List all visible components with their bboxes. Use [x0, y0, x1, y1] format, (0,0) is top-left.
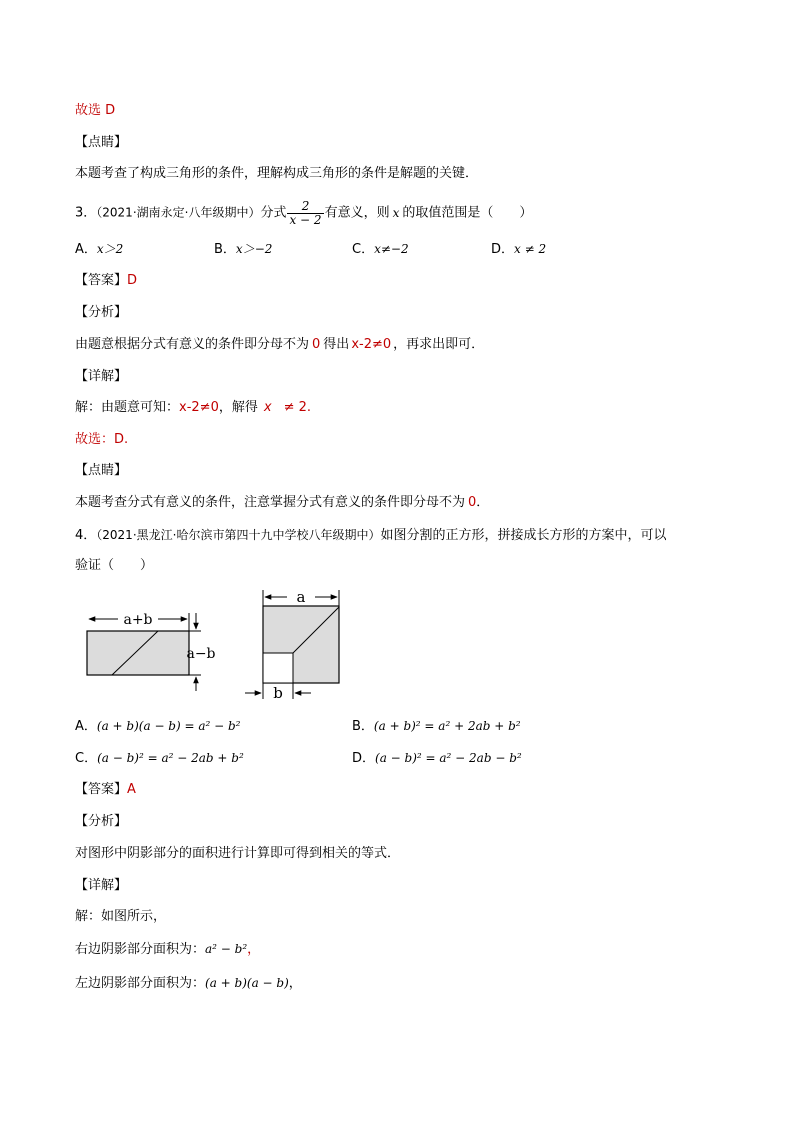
q3-comment-zero: 0: [468, 495, 477, 510]
q3-stem-before: 分式: [260, 205, 287, 221]
q3-analysis-post: ，再求出即可．: [393, 337, 485, 352]
q4-left-side-label: a−b: [186, 646, 216, 662]
q3-analysis-mid: 得出: [323, 337, 350, 352]
q4-option-d-label: D．: [352, 751, 376, 766]
q3-answer: [75, 272, 137, 290]
q3-detail-pre: 解：由题意可知：: [75, 400, 180, 415]
q3-detail-expr: x-2≠0: [179, 400, 219, 415]
q3-answer-tag: 【答案】: [75, 273, 128, 288]
q3-comment-post: ．: [476, 495, 490, 510]
q3-detail-x: x: [263, 400, 272, 415]
q4-figure: [80, 585, 360, 705]
q3-detail-tag: 【详解】: [75, 369, 128, 384]
q3-option-a: [75, 240, 123, 259]
q4-option-c-text: (a − b)² = a² − 2ab + b²: [97, 751, 244, 765]
q3-answer-value: D: [127, 273, 138, 288]
prev-answer-line: 故选 D: [75, 103, 116, 118]
q4-detail-tag: 【详解】: [75, 878, 128, 893]
q4-right-top-label: a: [296, 588, 306, 606]
q3-option-c: [352, 240, 409, 259]
q4-right-small-square: [263, 653, 293, 683]
q3-comment-tag: 【点睛】: [75, 463, 128, 478]
q3-stem-middle: 有意义，则: [324, 205, 390, 221]
q3-analysis-zero: 0: [312, 337, 321, 352]
q3-stem: [75, 200, 532, 226]
q3-analysis-expr: x-2≠0: [351, 337, 392, 352]
q4-option-d-text: (a − b)² = a² − 2ab − b²: [375, 751, 522, 765]
q4-detail-left-punct: ，: [288, 976, 302, 991]
q4-detail-right-label: 右边阴影部分面积为：: [75, 942, 206, 957]
q3-option-d-text: x ≠ 2: [514, 242, 547, 256]
q4-analysis-text: 对图形中阴影部分的面积进行计算即可得到相关的等式．: [75, 846, 401, 861]
q3-option-c-label: C．: [352, 242, 375, 257]
q4-detail-right-expr: a² − b²: [205, 942, 248, 956]
q3-detail-result: ≠ 2.: [283, 400, 311, 415]
q3-analysis-tag: 【分析】: [75, 305, 128, 320]
q4-option-b: [352, 717, 521, 736]
q3-option-c-text: x≠−2: [374, 242, 409, 256]
q3-option-d: [491, 240, 546, 259]
q3-source: （2021·湖南永定·八年级期中）: [96, 205, 261, 220]
q4-option-c-label: C．: [75, 751, 98, 766]
q3-option-a-label: A．: [75, 242, 97, 257]
q3-analysis-text: [75, 336, 484, 354]
q3-frac-numerator: 2: [287, 200, 323, 214]
q4-left-rect: [87, 631, 189, 675]
q3-number: 3．: [75, 205, 97, 221]
q4-option-a-text: (a + b)(a − b) = a² − b²: [96, 719, 241, 733]
q3-detail-mid: ，解得: [218, 400, 258, 415]
q4-option-d: [352, 749, 522, 768]
q4-source: （2021·黑龙江·哈尔滨市第四十九中学校八年级期中）: [96, 528, 381, 542]
q3-comment-text: [75, 494, 489, 512]
q4-stem-text: 如图分割的正方形，拼接成长方形的方案中，可以: [380, 528, 667, 543]
q4-left-top-label: a+b: [123, 612, 153, 628]
q4-answer-value: A: [127, 782, 136, 797]
q4-detail-line1: 解：如图所示，: [75, 909, 167, 924]
q4-option-a: [75, 717, 241, 736]
q3-option-d-label: D．: [491, 242, 515, 257]
q3-option-b-text: x＞−2: [235, 242, 273, 256]
q3-option-b: [214, 240, 272, 259]
q4-option-b-text: (a + b)² = a² + 2ab + b²: [373, 719, 521, 733]
q4-detail-left: [75, 974, 302, 993]
q3-option-b-label: B．: [214, 242, 236, 257]
q4-detail-right-punct: ，: [247, 942, 261, 957]
q3-conclusion: 故选：D.: [75, 432, 129, 447]
q4-analysis-tag: 【分析】: [75, 814, 128, 829]
q4-option-b-label: B．: [352, 719, 374, 734]
q4-stem-line1: [75, 526, 666, 545]
q4-detail-left-expr: (a + b)(a − b): [205, 976, 289, 990]
q3-stem-after: 的取值范围是（ ）: [402, 205, 533, 221]
q4-answer-tag: 【答案】: [75, 782, 128, 797]
q4-answer: [75, 781, 136, 799]
q4-option-c: [75, 749, 244, 768]
q4-right-bottom-label: b: [273, 684, 283, 702]
prev-comment-text: 本题考查了构成三角形的条件，理解构成三角形的条件是解题的关键．: [75, 166, 479, 181]
q4-detail-left-label: 左边阴影部分面积为：: [75, 976, 206, 991]
q3-frac-denominator: x − 2: [289, 212, 322, 227]
q4-option-a-label: A．: [75, 719, 97, 734]
prev-comment-tag: 【点睛】: [75, 135, 128, 150]
q3-var-x: x: [392, 205, 400, 220]
q3-detail-text: [75, 399, 311, 417]
q3-analysis-pre: 由题意根据分式有意义的条件即分母不为: [75, 337, 310, 352]
q3-fraction: [287, 200, 323, 226]
q4-stem-line2: 验证（ ）: [75, 558, 154, 573]
q3-option-a-text: x＞2: [96, 242, 124, 256]
q4-number: 4．: [75, 528, 97, 543]
q4-detail-right: [75, 940, 260, 959]
q3-comment-pre: 本题考查分式有意义的条件，注意掌握分式有意义的条件即分母不为: [75, 495, 466, 510]
